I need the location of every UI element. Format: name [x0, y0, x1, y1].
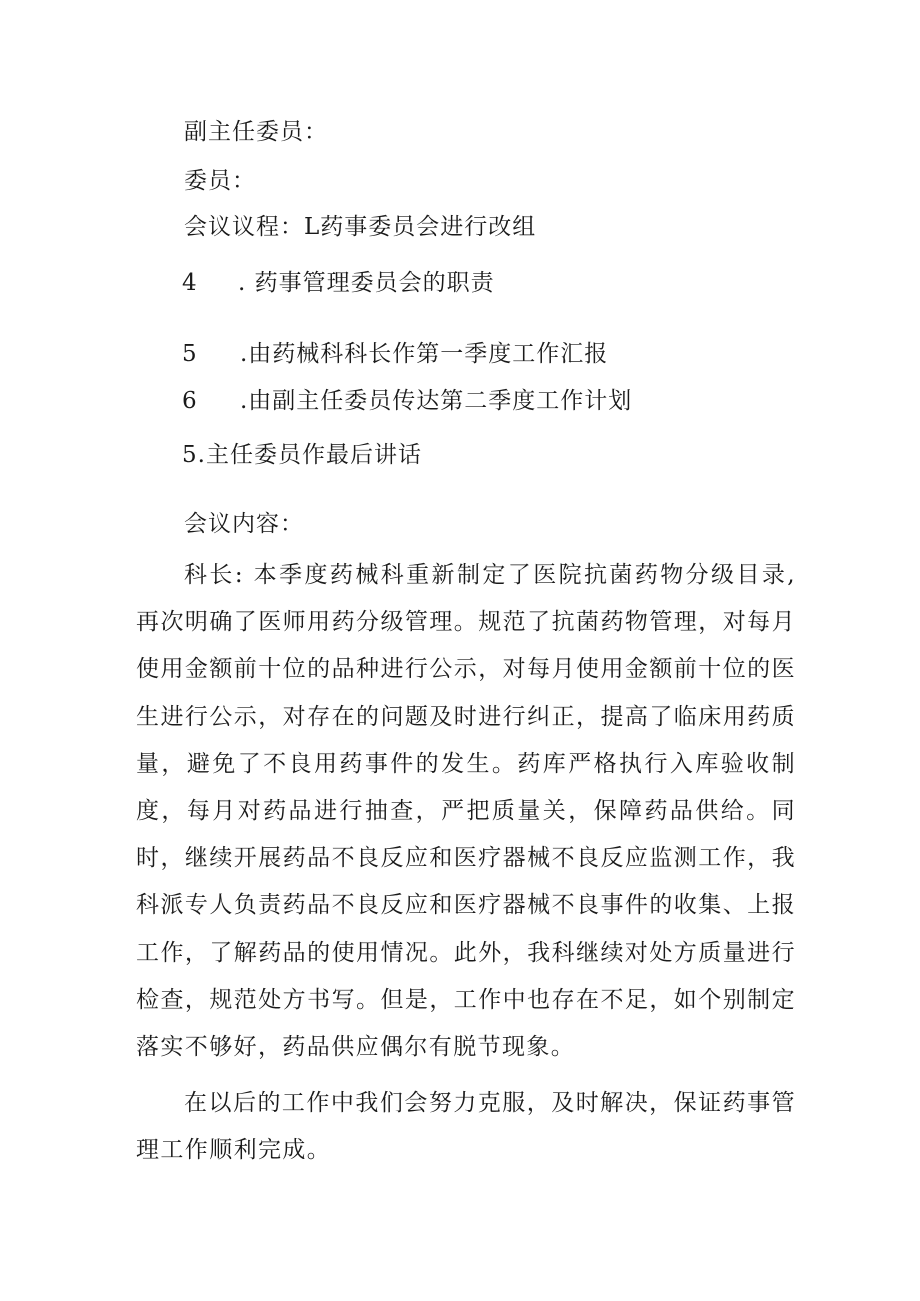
content-heading: 会议内容： — [184, 511, 304, 537]
agenda-intro-line: 会议议程：L药事委员会进行改组 — [184, 214, 537, 240]
vice-chair-line: 副主任委员： — [184, 119, 328, 145]
agenda-item-number: 4 — [182, 270, 197, 296]
agenda-last-item: 5.主任委员作最后讲话 — [182, 442, 422, 468]
closing-paragraph: 在以后的工作中我们会努力克服，及时解决，保证药事管理工作顺利完成。 — [136, 1090, 796, 1164]
agenda-item-text: . 药事管理委员会的职责 — [238, 270, 495, 296]
agenda-item-text: .由药械科科长作第一季度工作汇报 — [240, 341, 609, 367]
content-paragraph: 科长: 本季度药械科重新制定了医院抗菌药物分级目录,再次明确了医师用药分级管理。规范了抗菌药物管理，对每月使用金额前十位的品种进行公示，对每月使用金额前十位的医生进行公示，对存在的问题及时进行纠正，提高了临床用药质量，避免了不良用药事件的发生。药库严格执行入库验收制度，每月对药品进行抽查，严把质量关，保障药品供给。同时，继续开展药品不良反应和医疗器械不良反应监测工作，我科派专人负责药品不良反应和医疗器械不良事件的收集、上报工作，了解药品的使用情况。此外，我科继续对处方质量进行检查，规范处方书写。但是，工作中也存在不足，如个别制定落实不够好，药品供应偶尔有脱节现象。 — [136, 562, 796, 1061]
members-line: 委员： — [184, 168, 256, 194]
agenda-item-number: 6 — [182, 388, 197, 414]
agenda-item-text: .由副主任委员传达第二季度工作计划 — [240, 388, 633, 414]
agenda-item-number: 5 — [182, 341, 197, 367]
